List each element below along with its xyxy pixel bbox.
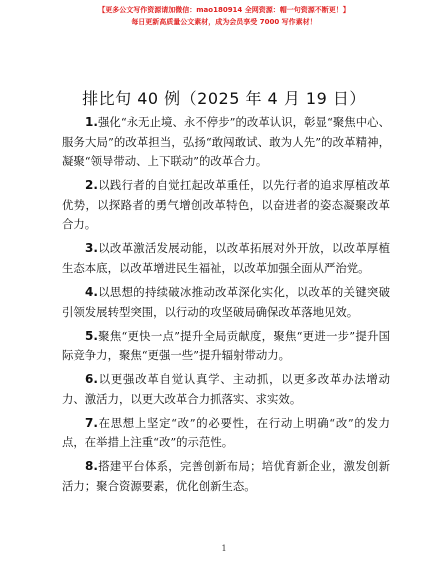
paragraph-text: 以更强改革自觉认真学、主动抓，以更多改革办法增动力、激活力，以更大改革合力抓落实、求实效。 — [62, 372, 390, 406]
paragraph-text: 聚焦“更快一点”提升全局贡献度，聚焦“更进一步”提升国际竞争力，聚焦“更强一些”提升辐射带动力。 — [62, 328, 390, 363]
paragraph-number: 4. — [85, 284, 98, 299]
paragraph-text: 强化“永无止境、永不停步”的改革认识，彰显“聚焦中心、服务大局”的改革担当，弘扬“敢闯敢试、敢为人先”的改革精神，凝聚“领导带动、上下联动”的改革合力。 — [62, 115, 390, 169]
paragraph-number: 8. — [85, 459, 98, 474]
paragraph-1 — [62, 113, 390, 172]
promo-banner-line-2: 每日更新高质量公文素材，成为会员享受 7000 写作素材！ — [131, 18, 317, 26]
document-body — [62, 113, 390, 501]
paragraph-text: 以践行者的自觉扛起改革重任，以先行者的追求厚植改革优势，以探路者的勇气增创改革特色，以奋进者的姿态凝聚改革合力。 — [62, 178, 390, 232]
paragraph-2 — [62, 176, 390, 235]
paragraph-number: 5. — [85, 328, 98, 343]
paragraph-text: 在思想上坚定“改”的必要性，在行动上明确“改”的发力点，在举措上注重“改”的示范性。 — [62, 415, 390, 450]
paragraph-text: 以改革激活发展动能，以改革拓展对外开放，以改革厚植生态本底，以改革增进民生福祉，以改革加强全面从严治党。 — [62, 241, 390, 275]
paragraph-5 — [62, 327, 390, 366]
paragraph-8 — [62, 457, 390, 496]
page-number: 1 — [221, 544, 227, 553]
paragraph-number: 3. — [85, 241, 98, 256]
paragraph-3 — [62, 239, 390, 278]
paragraph-number: 6. — [85, 372, 98, 387]
paragraph-7 — [62, 414, 390, 453]
paragraph-text: 以思想的持续破冰推动改革深化实化，以改革的关键突破引领发展转型突围，以行动的攻坚破局确保改革落地见效。 — [62, 284, 390, 319]
paragraph-4 — [62, 283, 390, 322]
paragraph-number: 2. — [85, 178, 98, 193]
paragraph-6 — [62, 370, 390, 409]
paragraph-number: 1. — [85, 115, 98, 129]
promo-banner-line-1: 【更多公文写作资源请加微信：mao180914 全网资源：帽一句资源不断更！】 — [98, 6, 350, 14]
document-title: 排比句 40 例（2025 年 4 月 19 日） — [82, 89, 366, 108]
paragraph-text: 搭建平台体系，完善创新布局；培优育新企业，激发创新活力；聚合资源要素，优化创新生态。 — [62, 459, 390, 493]
paragraph-number: 7. — [85, 415, 98, 430]
